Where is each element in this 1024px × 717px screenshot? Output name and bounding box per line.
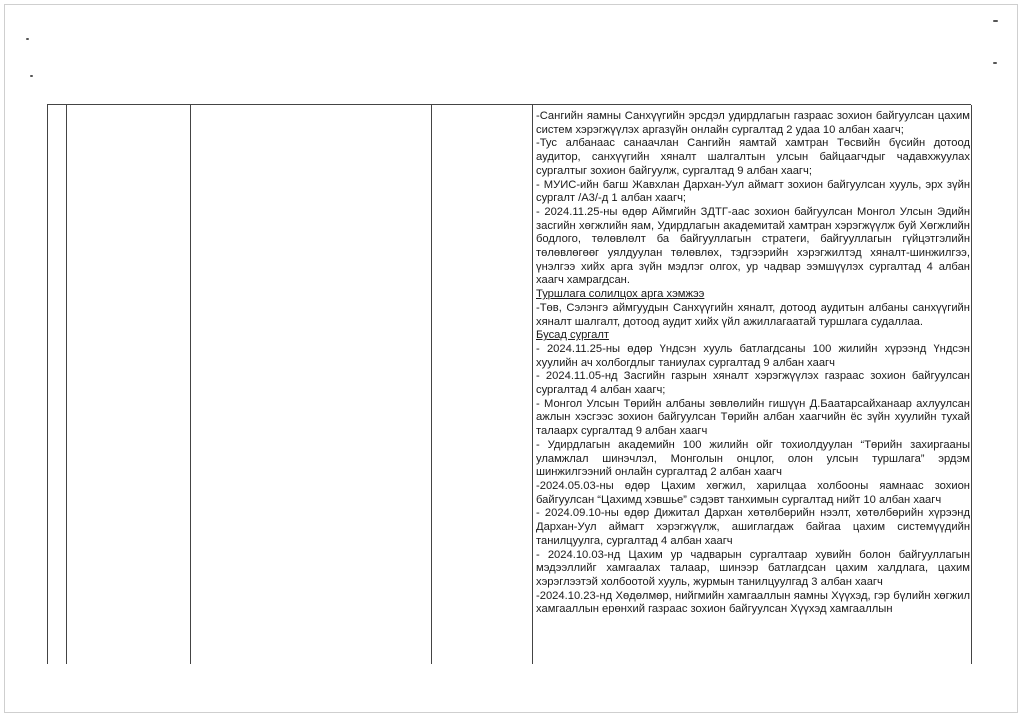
paragraph: - 2024.11.05-нд Засгийн газрын хяналт хэрэгжүүлэх газраас зохион байгуулсан сургалтад 4 албан хаагч; — [536, 370, 970, 397]
paragraph: - 2024.09.10-ны өдөр Дижитал Дархан хөтөлбөрийн нээлт, хөтөлбөрийн хүрээнд Дархан-Уул аймагт хэрэгжүүлж, ашиглагдаж байгаа цахим системүүдийн танилцуулга, сургалтад 4 албан хаагч — [536, 507, 970, 547]
scan-speck — [993, 20, 998, 22]
section-heading: Туршлага солилцох арга хэмжээ — [536, 288, 705, 301]
paragraph: -Сангийн яамны Санхүүгийн эрсдэл удирдлагын газраас зохион байгуулсан цахим систем хэрэгжүүлэх аргазүйн онлайн сургалтад 2 удаа 10 албан хаагч; — [536, 110, 970, 136]
activity-description-cell — [536, 110, 970, 663]
scan-speck — [26, 38, 29, 40]
scan-speck — [993, 62, 997, 64]
paragraph: -Тус албанаас санаачлан Сангийн яамтай хамтран Төсвийн бүсийн дотоод аудитор, санхүүгийн хяналт шалгалтын улсын байцаагчдыг чадавхжуулах сургалтыг зохион байгуулж, сургалтад 9 албан хаагч; — [536, 137, 970, 177]
paragraph: - 2024.11.25-ны өдөр Үндсэн хууль батлагдсаны 100 жилийн хүрээнд Үндсэн хуулийн ач холбогдлыг таниулах сургалтад 9 албан хаагч — [536, 342, 970, 369]
paragraph: - 2024.10.03-нд Цахим ур чадварын сургалтаар хувийн болон байгууллагын мэдээллийг хамгаалах талаар, шинээр батлагдсан цахим халдлага, цахим хэрэглээтэй холбоотой хууль, журмын танилцуулгад 3 албан хаагч — [536, 548, 970, 588]
scan-speck — [30, 75, 33, 77]
paragraph: - МУИС-ийн багш Жавхлан Дархан-Уул аймагт зохион байгуулсан хууль, эрх зүйн сургалт /А3/-д 1 албан хаагч; — [536, 178, 970, 205]
paragraph: -2024.05.03-ны өдөр Цахим хөгжил, харилцаа холбооны яамнаас зохион байгуулсан “Цахимд хэвшье” сэдэвт танхимын сургалтад нийт 10 албан хаагч — [536, 479, 970, 506]
table-column-divider — [431, 105, 432, 664]
table-column-divider — [971, 105, 972, 664]
table-column-divider — [66, 105, 67, 664]
section-heading: Бусад сургалт — [536, 329, 610, 342]
paragraph: -Төв, Сэлэнгэ аймгуудын Санхүүгийн хяналт, дотоод аудитын албаны санхүүгийн хяналт шалгалт, дотоод аудит хийх үйл ажиллагаатай туршлага судаллаа. — [536, 301, 970, 328]
paragraph: - 2024.11.25-ны өдөр Аймгийн ЗДТГ-аас зохион байгуулсан Монгол Улсын Эдийн засгийн хөгжлийн яам, Удирдлагын академитай хамтран хэрэгжүүлж буй Хөгжлийн бодлого, төлөвлөлт ба байгууллагын стратеги, байгууллагын гүйцэтгэлийн төлөвлөгөөг уялдуулан төлөвлөх, тэдгээрийн хэрэгжилтэд хяналт-шинжилгээ, үнэлгээ хийх арга зүйн мэдлэг олгох, ур чадвар ээмшүүлэх сургалтад 4 албан хаагч хамрагдсан. — [536, 205, 970, 287]
table-column-divider — [532, 105, 533, 664]
paragraph: - Монгол Улсын Төрийн албаны зөвлөлийн гишүүн Д.Баатарсайханаар ахлуулсан ажлын хэсгээс зохион байгуулсан Төрийн албан хаагчийн ёс зүйн хуулийн тухай талаарх сургалтад 9 албан хаагч — [536, 397, 970, 438]
table-column-divider — [190, 105, 191, 664]
document-table — [47, 104, 971, 664]
paragraph: - Удирдлагын академийн 100 жилийн ойг тохиолдуулан “Төрийн захиргааны уламжлал шинэчлэл, Монголын онцлог, олон улсын туршлага” эрдэм шинжилгээний онлайн сургалтад 2 албан хаагч — [536, 438, 970, 479]
paragraph: -2024.10.23-нд Хөдөлмөр, нийгмийн хамгааллын яамны Хүүхэд, гэр бүлийн хөгжил хамгааллын ерөнхий газраас зохион байгуулсан Хүүхэд хамгааллын — [536, 589, 970, 616]
